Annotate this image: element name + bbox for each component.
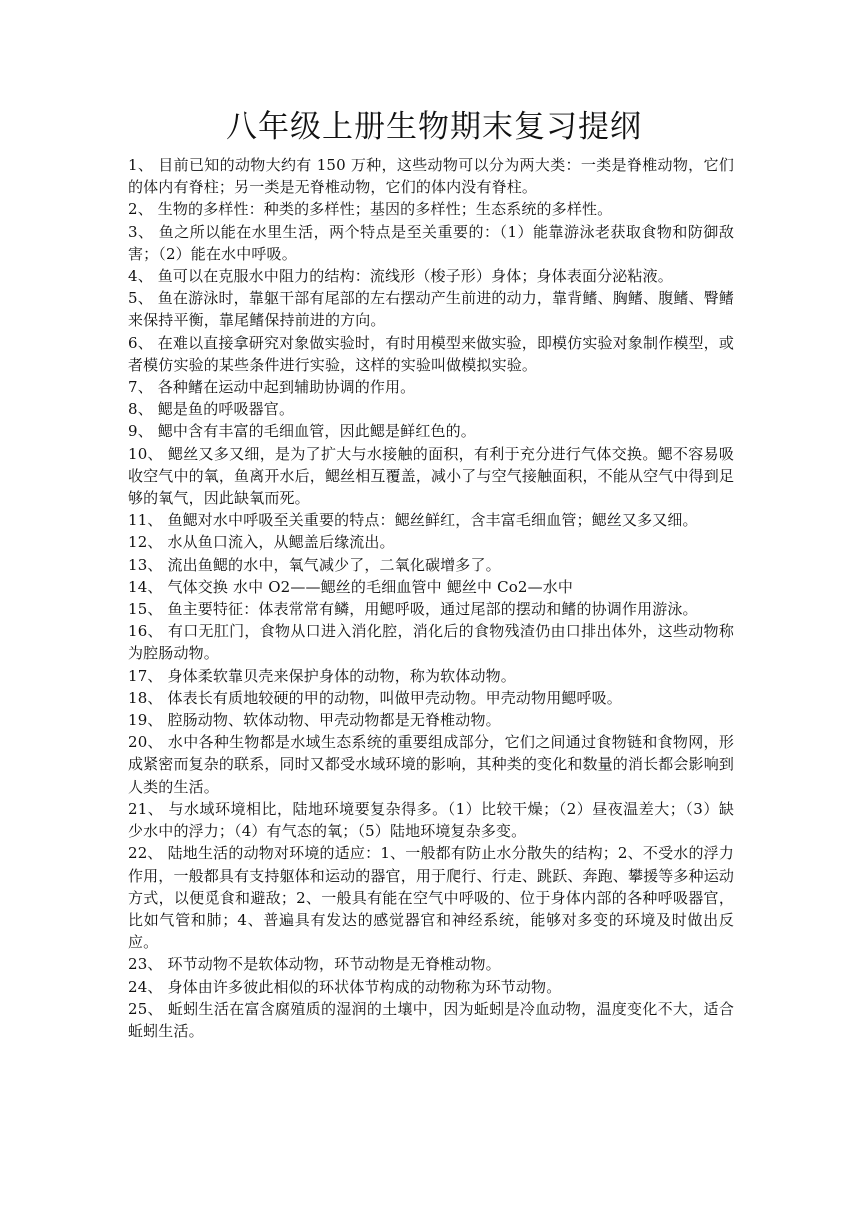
outline-item: 11、 鱼鳃对水中呼吸至关重要的特点：鳃丝鲜红，含丰富毛细血管；鳃丝又多又细。 [128, 511, 698, 530]
outline-item: 25、 蚯蚓生活在富含腐殖质的湿润的土壤中，因为蚯蚓是冷血动物，温度变化不大，适合蚯蚓生活。 [128, 999, 734, 1040]
outline-item: 24、 身体由许多彼此相似的环状体节构成的动物称为环节动物。 [128, 977, 562, 996]
outline-item: 19、 腔肠动物、软体动物、甲壳动物都是无脊椎动物。 [128, 711, 501, 730]
outline-item: 2、 生物的多样性：种类的多样性；基因的多样性；生态系统的多样性。 [128, 200, 613, 219]
outline-item: 14、 气体交换 水中 O2——鳃丝的毛细血管中 鳃丝中 Co2—水中 [128, 577, 574, 596]
outline-item: 15、 鱼主要特征：体表常常有鳞，用鳃呼吸，通过尾部的摆动和鳍的协调作用游泳。 [128, 600, 698, 619]
outline-item: 13、 流出鱼鳃的水中，氧气减少了，二氧化碳增多了。 [128, 555, 501, 574]
outline-item: 7、 各种鳍在运动中起到辅助协调的作用。 [128, 378, 416, 397]
outline-item: 23、 环节动物不是软体动物，环节动物是无脊椎动物。 [128, 955, 501, 974]
outline-item: 22、 陆地生活的动物对环境的适应：1、一般都有防止水分散失的结构；2、不受水的浮力作用，一般都具有支持躯体和运动的器官，用于爬行、行走、跳跃、奔跑、攀援等多种运动方式，以便觅食和避敌；2、一般具有能在空气中呼吸的、位于身体内部的各种呼吸器官，比如气管和肺；4、普遍具有发达的感觉器官和神经系统，能够对多变的环境及时做出反应。 [128, 844, 735, 952]
document-title: 八年级上册生物期末复习提纲 [226, 109, 642, 145]
outline-item: 1、 目前已知的动物大约有 150 万种，这些动物可以分为两大类：一类是脊椎动物，它们的体内有脊柱；另一类是无脊椎动物，它们的体内没有脊柱。 [128, 156, 734, 197]
outline-item: 20、 水中各种生物都是水域生态系统的重要组成部分，它们之间通过食物链和食物网，形成紧密而复杂的联系，同时又都受水域环境的影响，其种类的变化和数量的消长都会影响到人类的生活。 [128, 733, 735, 796]
outline-item: 5、 鱼在游泳时，靠躯干部有尾部的左右摆动产生前进的动力，靠背鳍、胸鳍、腹鳍、臀鳍来保持平衡，靠尾鳍保持前进的方向。 [128, 289, 734, 330]
outline-item: 4、 鱼可以在克服水中阻力的结构：流线形（梭子形）身体；身体表面分泌粘液。 [128, 267, 673, 286]
outline-item: 3、 鱼之所以能在水里生活，两个特点是至关重要的：（1）能靠游泳老获取食物和防御敌害；（2）能在水中呼吸。 [128, 222, 734, 263]
outline-item: 17、 身体柔软靠贝壳来保护身体的动物，称为软体动物。 [128, 666, 516, 685]
outline-list [128, 154, 734, 1042]
outline-item: 9、 鳃中含有丰富的毛细血管，因此鳃是鲜红色的。 [128, 422, 476, 441]
outline-item: 18、 体表长有质地较硬的甲的动物，叫做甲壳动物。甲壳动物用鳃呼吸。 [128, 688, 622, 707]
outline-item: 21、 与水域环境相比，陆地环境要复杂得多。（1）比较干燥；（2）昼夜温差大；（3）缺少水中的浮力；（4）有气态的氧；（5）陆地环境复杂多变。 [128, 799, 734, 841]
outline-item: 8、 鳃是鱼的呼吸器官。 [128, 400, 295, 419]
outline-item: 16、 有口无肛门，食物从口进入消化腔，消化后的食物残渣仍由口排出体外，这些动物称为腔肠动物。 [128, 622, 734, 663]
outline-item: 6、 在难以直接拿研究对象做实验时，有时用模型来做实验，即模仿实验对象制作模型，或者模仿实验的某些条件进行实验，这样的实验叫做模拟实验。 [128, 333, 734, 374]
outline-item: 10、 鳃丝又多又细，是为了扩大与水接触的面积，有利于充分进行气体交换。鳃不容易吸收空气中的氧，鱼离开水后，鳃丝相互覆盖，减小了与空气接触面积，不能从空气中得到足够的氧气，因此缺氧而死。 [128, 444, 735, 508]
outline-item: 12、 水从鱼口流入，从鳃盖后缘流出。 [128, 533, 395, 552]
